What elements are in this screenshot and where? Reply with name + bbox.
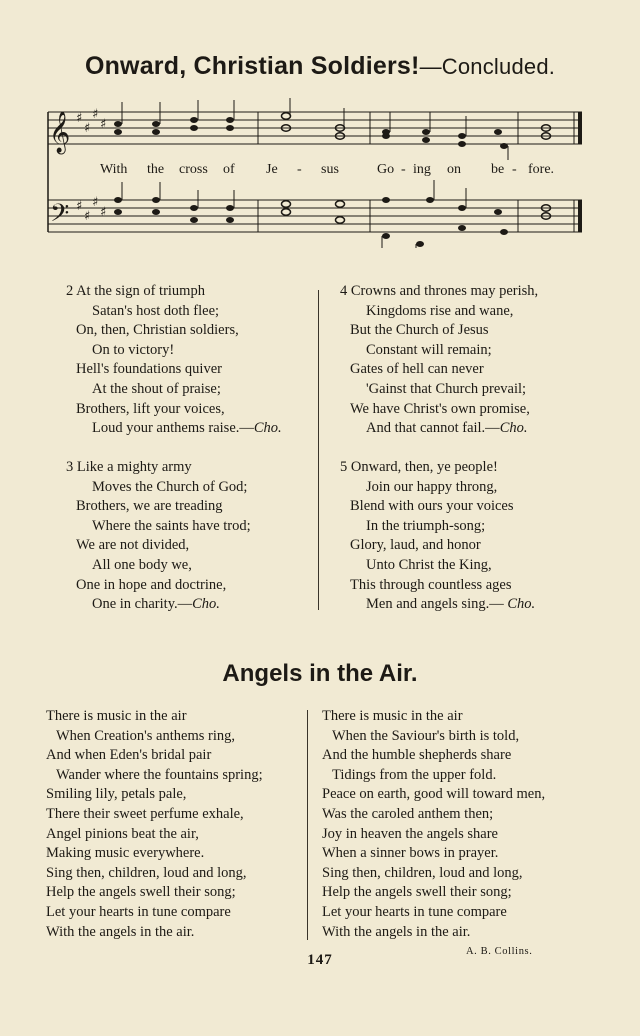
lyric-syllable: Je — [266, 162, 278, 177]
lyric-syllable: of — [223, 162, 235, 177]
music-lyric-line — [0, 162, 640, 182]
verse-line: Like a mighty army — [76, 459, 192, 475]
verse-line: Blend with ours your voices — [350, 498, 514, 515]
verse-line: Let your hearts in tune compare — [322, 903, 507, 920]
lyric-syllable: - — [401, 162, 406, 177]
verse-line: This through countless ages — [350, 576, 512, 593]
verse-line: Help the angels swell their song; — [46, 884, 236, 901]
verse-number: 3 — [66, 459, 74, 475]
verse-line: Was the caroled anthem then; — [322, 805, 494, 822]
verse-line: Wander where the fountains spring; — [56, 766, 263, 783]
chorus-label: Cho. — [499, 420, 528, 437]
svg-text:♯: ♯ — [84, 121, 91, 136]
verse-line: We are not divided, — [76, 537, 190, 554]
lyric-syllable: cross — [179, 162, 208, 177]
verse-line: Brothers, we are treading — [76, 498, 223, 515]
lyric-syllable: With — [100, 162, 128, 177]
verse-number: 4 — [340, 283, 348, 299]
verse-line: There their sweet perfume exhale, — [46, 805, 244, 822]
verse-line: Men and angels sing.— — [366, 596, 508, 613]
verse-line: On to victory! — [92, 341, 175, 358]
verse-line: With the angels in the air. — [322, 923, 471, 940]
verse-line: Crowns and thrones may perish, — [350, 283, 539, 299]
verse-5 — [340, 458, 535, 615]
verse-4 — [340, 282, 538, 439]
bass-stems — [122, 180, 466, 248]
verse-line: All one body we, — [92, 556, 192, 573]
verse-line: Smiling lily, petals pale, — [46, 786, 187, 803]
lyric-syllable: fore. — [528, 162, 555, 177]
svg-text:♯: ♯ — [84, 209, 91, 224]
chorus-label: Cho. — [507, 596, 536, 613]
treble-stems — [122, 98, 508, 160]
svg-text:♯: ♯ — [92, 195, 99, 210]
verse-line: Kingdoms rise and wane, — [366, 302, 514, 319]
svg-text:♯: ♯ — [100, 117, 107, 132]
verse-line: Angel pinions beat the air, — [46, 825, 199, 842]
verse-line: But the Church of Jesus — [350, 322, 489, 339]
verse-line: Peace on earth, good will toward men, — [322, 786, 546, 803]
verse-line: Moves the Church of God; — [92, 478, 248, 495]
verse-line: And when Eden's bridal pair — [46, 747, 212, 764]
verse-line: Sing then, children, loud and long, — [46, 864, 247, 881]
verse-line: We have Christ's own promise, — [350, 400, 530, 417]
verse-line: And that cannot fail.— — [366, 420, 500, 437]
page-number: 147 — [307, 952, 333, 968]
verse-line: Help the angels swell their song; — [322, 884, 512, 901]
verse-line: Brothers, lift your voices, — [76, 400, 225, 417]
verse-line: Onward, then, ye people! — [350, 459, 498, 475]
verse-number: 2 — [66, 283, 74, 299]
verse-number: 5 — [340, 459, 348, 475]
verse-line: Where the saints have trod; — [92, 517, 251, 534]
lyric-syllable: on — [447, 162, 461, 177]
verse-line: Satan's host doth flee; — [92, 302, 220, 319]
chorus-label: Cho. — [253, 420, 282, 437]
hymn1-title — [0, 52, 640, 81]
lyric-syllable: ing — [413, 162, 431, 177]
verse-line: There is music in the air — [322, 708, 463, 724]
hymn2-author: A. B. Collins. — [466, 946, 533, 957]
verse-line: There is music in the air — [46, 708, 187, 724]
verse-line: Making music everywhere. — [46, 845, 205, 862]
hymn1-title-suffix: —Concluded. — [419, 54, 556, 79]
verse-line: Gates of hell can never — [350, 361, 484, 378]
svg-text:♯: ♯ — [76, 111, 83, 126]
lyric-syllable: - — [512, 162, 517, 177]
verse-line: Joy in heaven the angels share — [322, 825, 498, 842]
lyric-syllable: Go — [377, 162, 395, 177]
svg-text:𝄢: 𝄢 — [50, 199, 70, 234]
verse-line: At the sign of triumph — [76, 283, 205, 299]
chorus-label: Cho. — [192, 596, 220, 613]
verse-line: With the angels in the air. — [46, 923, 195, 940]
column-divider — [318, 290, 319, 610]
verse-3 — [66, 458, 251, 615]
verse-line: Loud your anthems raise.— — [92, 420, 254, 437]
svg-text:𝄞: 𝄞 — [49, 112, 71, 153]
verse-line: In the triumph-song; — [366, 517, 486, 534]
verse-line: 'Gainst that Church prevail; — [366, 380, 527, 397]
svg-text:♯: ♯ — [100, 205, 107, 220]
hymn2-right-column — [322, 707, 545, 942]
verse-line: When the Saviour's birth is told, — [332, 727, 520, 744]
treble-staff — [48, 112, 582, 144]
verse-line: On, then, Christian soldiers, — [76, 322, 239, 339]
verse-line: One in charity.— — [92, 596, 193, 613]
column-divider — [307, 710, 308, 940]
svg-text:♯: ♯ — [76, 199, 83, 214]
hymn2-title: Angels in the Air. — [222, 660, 418, 687]
verse-line: And the humble shepherds share — [322, 747, 512, 764]
lyric-syllable: - — [297, 162, 302, 177]
hymn1-title-main: Onward, Christian Soldiers! — [84, 52, 420, 80]
verse-line: Glory, laud, and honor — [350, 537, 481, 554]
verse-line: Sing then, children, loud and long, — [322, 864, 523, 881]
lyric-syllable: be — [491, 162, 505, 177]
verse-line: When a sinner bows in prayer. — [322, 845, 499, 862]
verse-line: Unto Christ the King, — [366, 556, 492, 573]
lyric-syllable: the — [147, 162, 165, 177]
verse-line: Tidings from the upper fold. — [332, 766, 497, 783]
verse-line: Constant will remain; — [366, 341, 492, 358]
verse-line: One in hope and doctrine, — [76, 576, 227, 593]
verse-line: Join our happy throng, — [366, 478, 498, 495]
svg-text:♯: ♯ — [92, 107, 99, 122]
verse-line: Let your hearts in tune compare — [46, 903, 231, 920]
verse-2 — [66, 282, 282, 439]
verse-line: Hell's foundations quiver — [76, 361, 222, 378]
bass-notes — [114, 197, 551, 247]
lyric-syllable: sus — [321, 162, 339, 177]
verse-line: At the shout of praise; — [92, 380, 221, 397]
hymn2-left-column — [46, 707, 263, 942]
bass-staff — [48, 200, 582, 232]
verse-line: When Creation's anthems ring, — [56, 727, 235, 744]
